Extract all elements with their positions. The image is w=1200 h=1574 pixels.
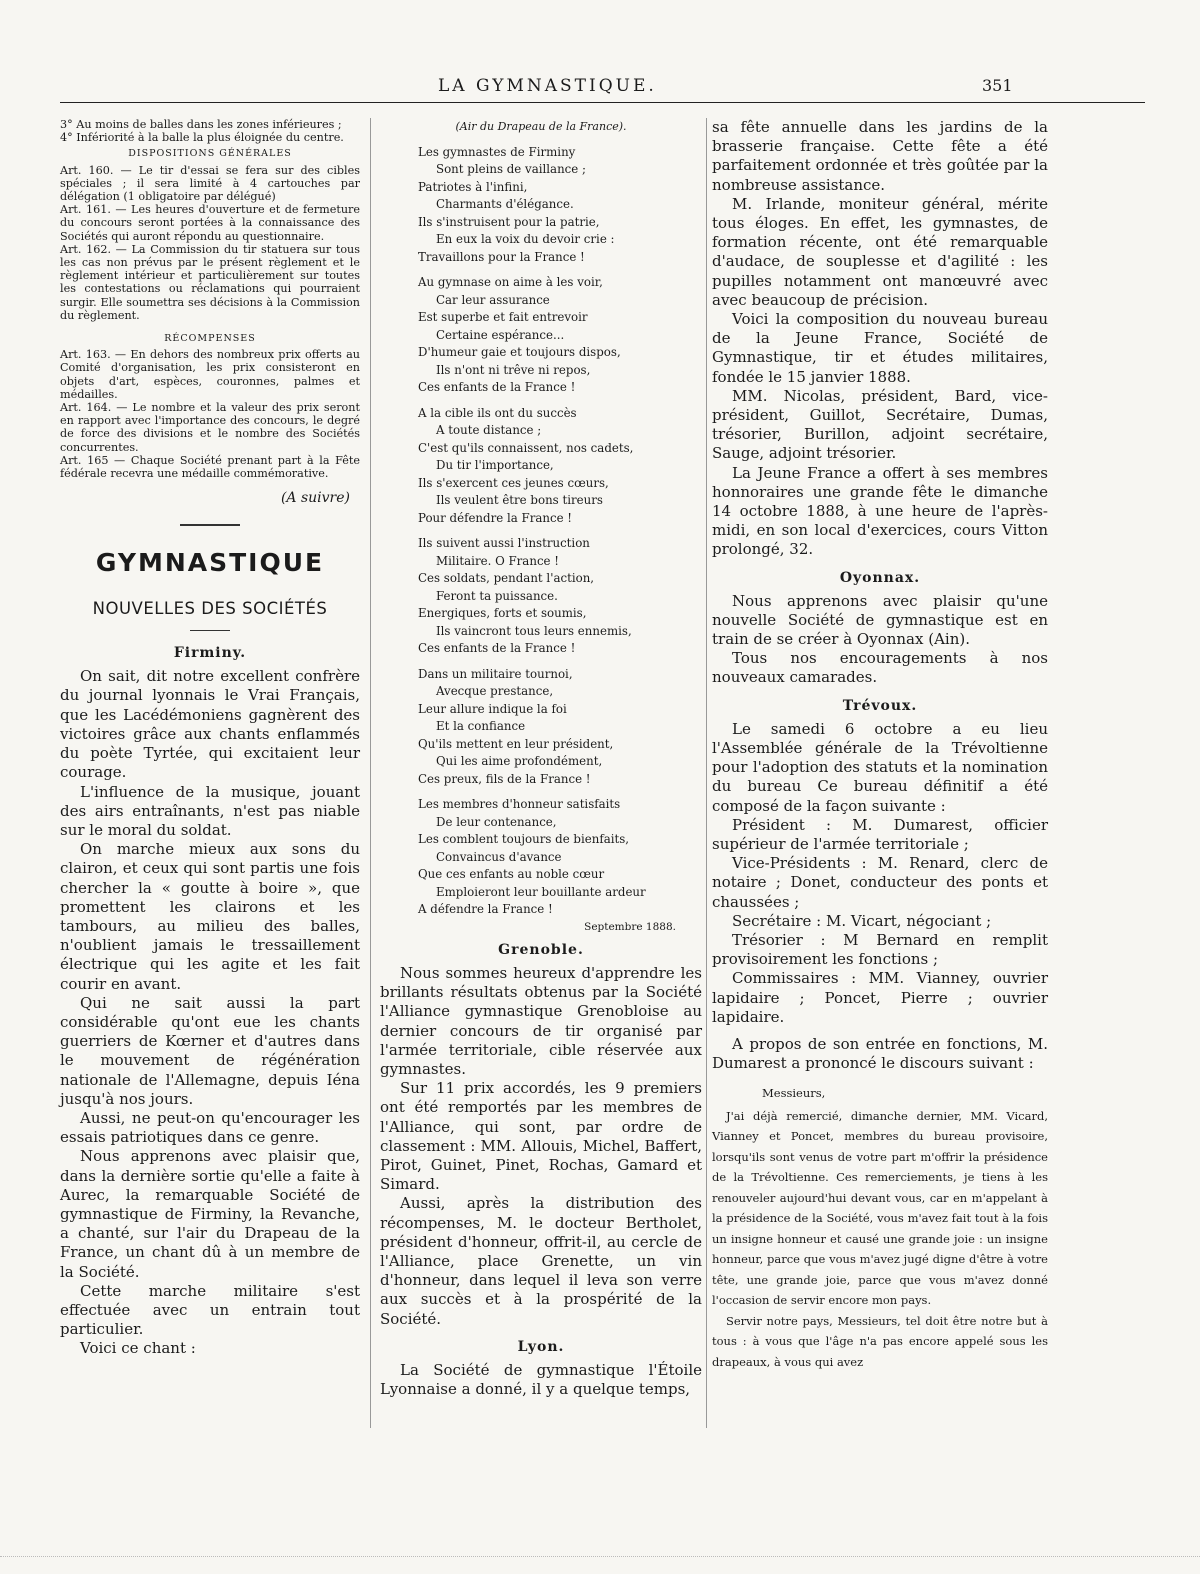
article: Art. 163. — En dehors des nombreux prix offerts au Comité d'organisation, les prix consisteront en objets d'art, espèces, couronnes, palmes et médailles. <box>60 348 360 401</box>
poem-line: D'humeur gaie et toujours dispos, <box>418 345 621 359</box>
poem-date: Septembre 1888. <box>584 920 676 933</box>
page-number: 351 <box>982 76 1013 95</box>
stanza <box>380 405 702 528</box>
poem-line: A défendre la France ! <box>418 902 553 916</box>
column-divider-2 <box>706 118 707 1428</box>
poem-line: Car leur assurance <box>436 292 550 307</box>
paragraph: L'influence de la musique, jouant des airs entraînants, n'est pas niable sur le moral du soldat. <box>60 782 360 839</box>
stanza <box>380 666 702 789</box>
speech-paragraph: Servir notre pays, Messieurs, tel doit être notre but à tous : à vous que l'âge n'a pas encore appelé sous les drapeaux, à vous qui avez <box>712 1313 1048 1369</box>
article: Art. 164. — Le nombre et la valeur des prix seront en rapport avec l'importance des concours, le degré de force des divisions et le nombre des Sociétés concurrentes. <box>60 401 360 454</box>
paragraph: La Société de gymnastique l'Étoile Lyonnaise a donné, il y a quelque temps, <box>380 1360 702 1399</box>
place-heading-grenoble: Grenoble. <box>498 942 584 958</box>
poem-line: Ils s'instruisent pour la patrie, <box>418 214 600 229</box>
paragraph: Voici la composition du nouveau bureau de la Jeune France, Société de Gymnastique, tir et études militaires, fondée le 15 janvier 1888. <box>712 310 1048 386</box>
article: Art. 161. — Les heures d'ouverture et de fermeture du concours seront portées à la connaissance des Sociétés qui auront répondu au questionnaire. <box>60 203 360 243</box>
ornament-rule <box>180 524 240 526</box>
section-subtitle: NOUVELLES DES SOCIÉTÉS <box>92 599 328 619</box>
page-header <box>0 72 1200 108</box>
place-heading-lyon: Lyon. <box>517 1338 565 1355</box>
article: Art. 160. — Le tir d'essai se fera sur des cibles spéciales ; il sera limité à 4 cartouches par délégation (1 obligatoire par délégué) <box>60 163 360 204</box>
paragraph: Nous apprenons avec plaisir que, dans la dernière sortie qu'elle a faite à Aurec, la remarquable Société de gymnastique de Firminy, la Revanche, a chanté, sur l'air du Drapeau de la France, un chant dû à un membre de la Société. <box>60 1147 360 1281</box>
journal-title: LA GYMNASTIQUE. <box>438 76 657 96</box>
paragraph: Le samedi 6 octobre a eu lieu l'Assemblée générale de la Trévoltienne pour l'adoption des statuts et la nomination du bureau Ce bureau définitif a été composé de la façon suivante : <box>712 719 1048 815</box>
poem-line: Ils s'exercent ces jeunes cœurs, <box>418 475 609 490</box>
poem-line: Qu'ils mettent en leur président, <box>418 736 614 751</box>
poem-line: Ils veulent être bons tireurs <box>436 493 603 507</box>
poem-line: Ces soldats, pendant l'action, <box>418 571 595 585</box>
paragraph: Tous nos encouragements à nos nouveaux camarades. <box>712 649 1048 687</box>
poem-line: Sont pleins de vaillance ; <box>436 162 586 176</box>
poem-line: Les membres d'honneur satisfaits <box>418 797 621 811</box>
paragraph: sa fête annuelle dans les jardins de la brasserie française. Cette fête a été parfaitement ordonnée et très goûtée par la nombreuse assistance. <box>712 118 1048 194</box>
poem-line: Patriotes à l'infini, <box>418 179 528 194</box>
place-heading-trevoux: Trévoux. <box>842 697 918 714</box>
paragraph: Aussi, après la distribution des récompenses, M. le docteur Bertholet, président d'honneur, offrit-il, au cercle de l'Alliance, place Grenette, un vin d'honneur, dans lequel il leva son verre aux succès et à la prospérité de la Société. <box>380 1194 702 1328</box>
song-poem <box>380 118 702 936</box>
poem-line: Ces preux, fils de la France ! <box>418 771 591 786</box>
stanza <box>380 144 702 267</box>
poem-line: Ils vaincront tous leurs ennemis, <box>436 623 632 638</box>
paragraph: Qui ne sait aussi la part considérable qu'ont eue les chants guerriers de Kœrner et d'autres dans le mouvement de régénération nationale de l'Allemagne, depuis Iéna jusqu'à nos jours. <box>60 993 360 1108</box>
paragraph: Nous sommes heureux d'apprendre les brillants résultats obtenus par la Société l'Alliance gymnastique Grenobloise au dernier concours de tir organisé par l'armée territoriale, cible réservée aux gymnastes. <box>380 964 702 1079</box>
poem-line: Ces enfants de la France ! <box>418 380 576 394</box>
to-be-continued: (A suivre) <box>280 490 350 507</box>
paragraph: On sait, dit notre excellent confrère du journal lyonnais le Vrai Français, que les Lacédémoniens gagnèrent des victoires grâce aux chants enflammés du poète Tyrtée, qui excitaient leur courage. <box>60 667 360 782</box>
paragraph: Vice-Présidents : M. Renard, clerc de notaire ; Donet, conducteur des ponts et chaussées ; <box>712 854 1048 911</box>
poem-line: Energiques, forts et soumis, <box>418 606 587 620</box>
paragraph: On marche mieux aux sons du clairon, et ceux qui sont partis une fois chercher la « goutte à boire », que promettent les clairons et les tambours, au milieu des balles, n'oublient jamais le tressaillement électrique qui les agite et les fait courir en avant. <box>60 840 360 993</box>
heading-dispositions: DISPOSITIONS GÉNÉRALES <box>128 148 292 160</box>
column-1 <box>60 118 360 1359</box>
poem-line: C'est qu'ils connaissent, nos cadets, <box>418 440 634 455</box>
poem-line: Avecque prestance, <box>436 684 554 698</box>
poem-line: Travaillons pour la France ! <box>418 249 585 264</box>
poem-line: Que ces enfants au noble cœur <box>418 867 605 881</box>
speech-salutation: Messieurs, <box>762 1086 826 1101</box>
column-2 <box>380 118 702 1399</box>
article: Art. 162. — La Commission du tir statuera sur tous les cas non prévus par le présent règlement et le règlement intérieur et particulièrement sur toutes les contestations ou réclamations qui pourraient surgir. Elle soumettra ses décisions à la Commission du règlement. <box>60 242 360 322</box>
place-heading-firminy: Firminy. <box>173 645 247 662</box>
poem-line: Feront ta puissance. <box>436 588 558 603</box>
place-heading-oyonnax: Oyonnax. <box>839 569 921 586</box>
poem-line: Charmants d'élégance. <box>436 197 574 211</box>
paragraph: MM. Nicolas, président, Bard, vice-président, Guillot, Secrétaire, Dumas, trésorier, Burillon, adjoint secrétaire, Sauge, adjoint trésorier. <box>712 386 1048 463</box>
poem-line: Ces enfants de la France ! <box>418 641 576 655</box>
paragraph: La Jeune France a offert à ses membres honnoraires une grande fête le dimanche 14 octobre 1888, à une heure de l'après-midi, en son local d'exercices, cours Vitton prolongé, 32. <box>712 463 1048 559</box>
list-item: 3° Au moins de balles dans les zones inférieures ; <box>60 118 342 131</box>
short-rule <box>190 630 230 631</box>
poem-line: Les gymnastes de Firminy <box>418 144 576 159</box>
paragraph: Commissaires : MM. Vianney, ouvrier lapidaire ; Poncet, Pierre ; ouvrier lapidaire. <box>712 969 1048 1026</box>
poem-line: A la cible ils ont du succès <box>418 405 577 420</box>
poem-line: En eux la voix du devoir crie : <box>436 232 615 246</box>
paragraph: Sur 11 prix accordés, les 9 premiers ont été remportés par les membres de l'Alliance, qui sont, par ordre de classement : MM. Allouis, Michel, Baffert, Pirot, Guinet, Pinet, Rochas, Gamard et Simard. <box>380 1079 702 1194</box>
article: Art. 165 — Chaque Société prenant part à la Fête fédérale recevra une médaille commémorative. <box>60 453 360 481</box>
poem-line: Convaincus d'avance <box>436 849 562 864</box>
paragraph: M. Irlande, moniteur général, mérite tous éloges. En effet, les gymnastes, de formation récente, ont été remarquable d'audace, de souplesse et d'agilité : les pupilles notamment ont manœuvré avec avec beaucoup de précision. <box>712 194 1048 309</box>
heading-recompenses: RÉCOMPENSES <box>164 333 256 345</box>
paragraph: Président : M. Dumarest, officier supérieur de l'armée territoriale ; <box>712 815 1048 853</box>
poem-line: Au gymnase on aime à les voir, <box>418 275 603 289</box>
column-3 <box>712 118 1048 1372</box>
poem-line: Dans un militaire tournoi, <box>418 666 573 681</box>
song-air: (Air du Drapeau de la France). <box>455 120 627 133</box>
stanzas <box>380 144 702 919</box>
poem-line: Pour défendre la France ! <box>418 510 573 525</box>
poem-line: Du tir l'importance, <box>436 458 554 472</box>
poem-line: Est superbe et fait entrevoir <box>418 310 588 324</box>
stanza <box>380 796 702 919</box>
paragraph: Secrétaire : M. Vicart, négociant ; <box>732 911 992 930</box>
poem-line: Qui les aime profondément, <box>436 754 603 768</box>
poem-line: Emploieront leur bouillante ardeur <box>436 884 646 899</box>
stanza <box>380 535 702 658</box>
poem-line: Ils n'ont ni trêve ni repos, <box>436 362 591 377</box>
paragraph: Trésorier : M Bernard en remplit provisoirement les fonctions ; <box>712 930 1048 969</box>
poem-line: Leur allure indique la foi <box>418 701 567 716</box>
poem-line: Certaine espérance... <box>436 327 565 342</box>
poem-line: Les comblent toujours de bienfaits, <box>418 832 630 846</box>
speech-paragraph: J'ai déjà remercié, dimanche dernier, MM. Vicard, Vianney et Poncet, membres du bureau provisoire, lorsqu'ils sont venus de votre part m'offrir la présidence de la Trévoltienne. Ces remerciements, je tiens à les renouveler aujourd'hui devant vous, car en m'appelant à la présidence de la Société, vous m'avez fait tout à la fois un insigne honneur et causé une grande joie : un insigne honneur, parce que vous m'avez jugé digne d'être à votre tête, une grande joie, parce que vous m'avez donné l'occasion de servir encore mon pays. <box>712 1108 1048 1308</box>
poem-line: Ils suivent aussi l'instruction <box>418 536 590 550</box>
stanza <box>380 274 702 397</box>
list-item: 4° Infériorité à la balle la plus éloignée du centre. <box>60 131 344 145</box>
header-rule <box>60 102 1145 103</box>
column-divider-1 <box>370 118 371 1428</box>
bottom-dotted-rule <box>0 1556 1200 1563</box>
poem-line: Et la confiance <box>436 719 526 733</box>
paragraph: Cette marche militaire s'est effectuée avec un entrain tout particulier. <box>60 1281 360 1339</box>
section-title: GYMNASTIQUE <box>95 548 325 578</box>
paragraph: Aussi, ne peut-on qu'encourager les essais patriotiques dans ce genre. <box>60 1108 360 1147</box>
paragraph: A propos de son entrée en fonctions, M. Dumarest a prononcé le discours suivant : <box>712 1034 1048 1073</box>
poem-line: A toute distance ; <box>436 423 542 437</box>
paragraph: Nous apprenons avec plaisir qu'une nouvelle Société de gymnastique est en train de se créer à Oyonnax (Ain). <box>712 591 1048 649</box>
poem-line: Militaire. O France ! <box>436 553 560 568</box>
paragraph: Voici ce chant : <box>80 1339 196 1358</box>
poem-line: De leur contenance, <box>436 814 557 829</box>
